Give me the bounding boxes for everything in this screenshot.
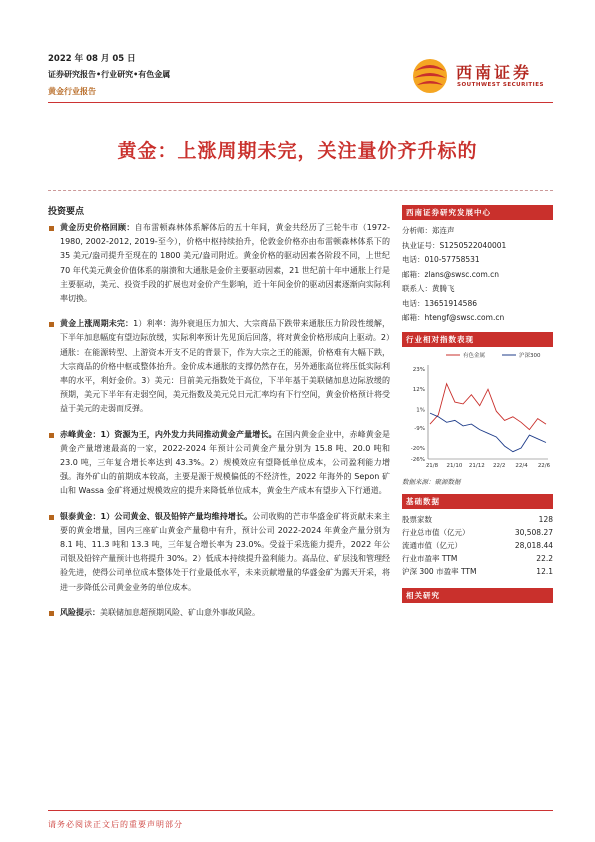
paragraph-lead: 黄金上涨周期未完： (60, 319, 134, 329)
analyst-label: 电话： (402, 298, 425, 308)
analyst-email-link[interactable]: zlans@swsc.com.cn (424, 269, 500, 279)
x-tick-label: 21/8 (425, 462, 439, 469)
series-line-0 (430, 383, 546, 429)
chart-source: 数据来源：聚源数据 (402, 477, 461, 486)
paragraph-lead: 银泰黄金：1）公司黄金、银及铅锌产量均维持增长。 (60, 511, 253, 521)
investment-paragraph (48, 221, 390, 306)
paragraph-text: 自布雷顿森林体系解体后的五十年间，黄金共经历了三轮牛市（1972-1980, 2002-2012, 2019-至今），价格中枢持续抬升，伦敦金价格亦由布雷顿森林体系下的 35 美元/盎司提升至现在的 1800 美元/盎司附近。黄金价格的驱动因素各阶段不同，上世纪 70 年代美元黄金价值体系的崩溃和大通胀是金价主要驱动因素，21 世纪前十年中通胀上行是主要驱动，美元、投资手段的扩展也对金价产生影响，近十年间金价的驱动因素逐渐向实际利率切换。 (60, 223, 391, 304)
paragraph-text: 公司收购的芒市华盛金矿将贡献未来主要的黄金增量，国内三座矿山黄金产量稳中有升，预计公司 2022-2024 年黄金产量分别为 8.1 吨、11.3 吨和 13.3 吨，三年复合增长率为 23.0%。受益于采选能力提升，2022 年公司银及铅锌产量预计也将提升 30%。2）低成本持续提升盈利能力。高品位、矿层浅和管理经验先进，使得公司单位成本整体处于行业最低水平，未来贡献增量的华盛金矿为露天开采，将进一步降低公司黄金业务的单位成本。 (60, 511, 390, 592)
investment-heading: 投资要点 (48, 207, 85, 217)
analyst-row (402, 311, 553, 326)
market-value: 128 (538, 514, 553, 524)
analyst-value: S1250522040001 (439, 240, 507, 250)
analyst-value: 13651914586 (424, 298, 477, 308)
analyst-label: 执业证号： (402, 240, 440, 250)
x-tick-label: 22/2 (493, 462, 506, 469)
x-tick-label: 22/6 (537, 462, 551, 469)
report-title: 黄金：上涨周期未完，关注量价齐升标的 (117, 140, 478, 162)
x-tick-label: 21/12 (468, 462, 485, 469)
x-tick-label: 21/10 (446, 462, 463, 469)
market-data-table (402, 509, 553, 588)
bullet-icon (49, 611, 54, 616)
market-label: 行业总市值（亿元） (402, 527, 470, 537)
paragraph-lead: 黄金历史价格回顾： (60, 223, 135, 232)
logo-text-en: SOUTHWEST SECURITIES (457, 82, 544, 88)
paragraph-text: 1）利率：海外衰退压力加大、大宗商品下跌带来通胀压力阶段性缓解，下半年加息幅度有望边际放缓，实际利率预计先见顶后回落，将对黄金价格形成向上驱动。2）通胀：在能源转型、上游资本开支不足的背景下，作为大宗之王的能源，价格难有大幅下跌，大宗商品的价格中枢或整体抬升。金价成本通胀的支撑仍然存在，另外通胀高位将压低实际利率的水平，利好金价。3）美元：目前美元指数处于高位，下半年基于美联储加息边际放缓的预期，美元下半年有走弱空间，美元指数及美元兑日元汇率均有下行空间，黄金价格预计将受益于美元的走弱而反弹。 (60, 319, 390, 414)
logo-text-cn: 西南证券 (456, 63, 533, 82)
y-tick-label: 12% (412, 386, 425, 393)
market-label: 股票家数 (402, 514, 432, 524)
market-data-row (402, 526, 553, 539)
performance-chart (402, 347, 553, 475)
report-date: 2022 年 08 月 05 日 (48, 54, 136, 64)
investment-paragraph (48, 428, 390, 499)
analyst-value: 010-57758531 (424, 255, 480, 264)
analyst-row (402, 224, 553, 239)
y-tick-label: 1% (416, 406, 425, 413)
legend-label: 有色金属 (463, 352, 486, 359)
header-divider (48, 102, 553, 103)
related-research-title-bar: 相关研究 (402, 588, 553, 603)
paragraph-text: 在国内黄金企业中，赤峰黄金是黄金产量增速最高的一家，2022-2024 年预计公司黄金产量分别为 15.8 吨、20.0 吨和 23.0 吨，三年复合增长率达到 43.3%。2）规模效应有望降低单位成本，公司盈利能力增强。海外矿山的前期成本较高，主要是源于规模偏低的不经济性，2022 年海外的 Sepon 矿山和 Wassa 金矿将通过规模效应的提升来降低单位成本，黄金生产成本有望步入下行通道。 (60, 429, 390, 496)
analyst-row (402, 297, 553, 312)
analyst-list (402, 220, 553, 332)
analyst-label: 联系人： (402, 284, 432, 293)
analyst-label: 邮箱： (402, 313, 425, 322)
performance-chart-svg (402, 347, 553, 475)
paragraph-lead: 赤峰黄金：1）资源为王，内外发力共同推动黄金产量增长。 (60, 429, 277, 439)
analyst-email-link[interactable]: htengf@swsc.com.cn (424, 313, 505, 322)
market-value: 28,018.44 (514, 540, 553, 550)
bullet-icon (49, 322, 54, 327)
analyst-row (402, 253, 553, 268)
footer-disclaimer: 请务必阅读正文后的重要声明部分 (48, 820, 183, 829)
y-tick-label: -20% (410, 445, 425, 452)
analyst-label: 邮箱： (402, 269, 425, 279)
market-data-row (402, 539, 553, 552)
market-value: 12.1 (536, 566, 553, 576)
market-data-title-bar: 基础数据 (402, 494, 553, 509)
market-value: 30,508.27 (514, 527, 553, 537)
analyst-value: 黄腾飞 (432, 284, 455, 293)
market-label: 流通市值（亿元） (402, 540, 462, 550)
performance-title-bar: 行业相对指数表现 (402, 332, 553, 347)
market-data-row (402, 552, 553, 565)
market-data-row (402, 565, 553, 578)
analyst-row (402, 282, 553, 297)
y-tick-label: -9% (414, 425, 425, 432)
x-tick-label: 22/4 (515, 462, 528, 469)
paragraph-lead: 风险提示： (60, 607, 100, 617)
analyst-row (402, 239, 553, 254)
title-divider (48, 190, 553, 191)
sidebar (402, 205, 553, 603)
market-label: 行业市盈率 TTM (402, 553, 458, 563)
team-title-bar: 西南证券研究发展中心 (402, 205, 553, 220)
report-type: 黄金行业报告 (48, 87, 96, 96)
analyst-label: 分析师： (402, 226, 432, 235)
bullet-icon (49, 226, 54, 231)
market-value: 22.2 (536, 553, 553, 563)
analyst-value: 郑连声 (432, 226, 455, 235)
paragraph-text: 美联储加息超预期风险、矿山意外事故风险。 (100, 607, 260, 617)
series-line-1 (430, 413, 546, 452)
y-tick-label: -26% (410, 456, 425, 463)
investment-body (48, 221, 390, 631)
investment-paragraph (48, 317, 390, 416)
market-data-row (402, 513, 553, 526)
footer-divider (48, 810, 553, 811)
bullet-icon (49, 433, 54, 438)
investment-paragraph (48, 606, 390, 620)
investment-paragraph (48, 510, 390, 595)
y-tick-label: 23% (412, 366, 425, 373)
analyst-label: 电话： (402, 255, 425, 264)
bullet-icon (49, 515, 54, 520)
analyst-row (402, 268, 553, 283)
report-category: 证券研究报告•行业研究•有色金属 (48, 70, 171, 79)
market-label: 沪深 300 市盈率 TTM (402, 566, 477, 576)
legend-label: 沪深300 (519, 352, 541, 359)
